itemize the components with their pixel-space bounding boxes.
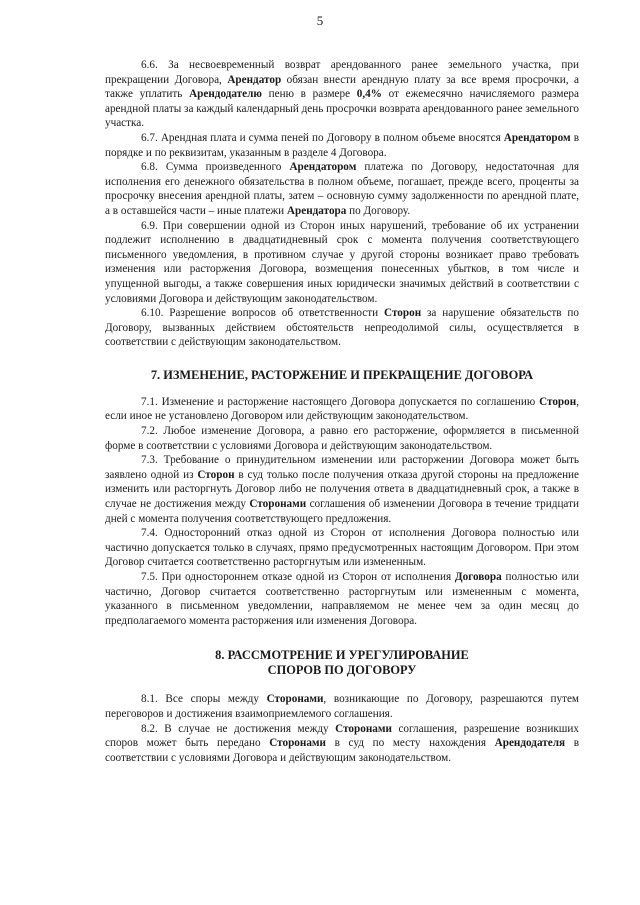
section-heading [105, 648, 579, 678]
clause-text: в порядке и по реквизитам, указанным в разделе 4 Договора. [105, 131, 579, 159]
clause-number: 8.2. [141, 722, 158, 735]
bold-term: Арендатора [286, 204, 347, 217]
clause-text: , если иное не установлено Договором или действующим законодательством. [105, 395, 579, 423]
clause-number: 7.1. [141, 395, 158, 408]
clause-text: За несвоевременный возврат арендованного ранее земельного участка, при прекращении Договора, [105, 59, 579, 86]
bold-term: 0,4% [356, 88, 382, 101]
clause-text: При одностороннем отказе одной из Сторон от исполнения [157, 571, 455, 583]
bold-term: Сторонами [269, 737, 326, 750]
clause-text: В случае не достижения между [157, 722, 336, 735]
bold-term: Сторон [539, 395, 577, 408]
clause-text: по Договору. [346, 204, 411, 217]
clause-number: 7.4. [141, 527, 158, 540]
clause-text: платежа по Договору, недостаточная для исполнения его денежного обязательства в полном объеме, погашает, прежде всего, проценты за просрочку внесения арендной платы, затем – основную сумму задолженности по арендной плате, а в оставшейся части – иные платежи [105, 161, 579, 217]
clause-text: При совершении одной из Сторон иных нарушений, требование об их устранении подлежит исполнению в двадцатидневный срок с момента получения соответствующего письменного уведомления, в противном случае у другой стороны возникает право требовать изменения или расторжения Договора, возмещения понесенных убытков, в том числе и упущенной выгоды, а также совершения иных юридически значимых действий в соответствии с условиями Договора и действующим законодательством. [105, 219, 579, 305]
clause-paragraph [105, 131, 579, 160]
clause-paragraph [105, 395, 579, 424]
clause-paragraph [105, 58, 579, 131]
bold-term: Арендатором [503, 131, 571, 144]
clause-number: 6.8. [141, 161, 158, 174]
clause-paragraph [105, 526, 579, 570]
clause-paragraph [105, 453, 579, 526]
clause-text: Разрешение вопросов об ответственности [163, 307, 385, 320]
clause-text: в соответствии с условиями Договора и действующим законодательством. [105, 737, 579, 764]
clause-number: 8.1. [141, 693, 158, 706]
section-heading-line: СПОРОВ ПО ДОГОВОРУ [267, 663, 417, 678]
clause-paragraph [105, 424, 579, 453]
clause-text: Сумма произведенного [157, 161, 290, 174]
clause-text: , возникающие по Договору, разрешаются путем переговоров и достижения взаимоприемлемого соглашения. [105, 693, 580, 720]
clause-number: 6.6. [141, 59, 158, 71]
clause-paragraph [105, 306, 579, 350]
clause-paragraph [105, 160, 579, 218]
section-heading-line: 7. ИЗМЕНЕНИЕ, РАСТОРЖЕНИЕ И ПРЕКРАЩЕНИЕ ДОГОВОРА [150, 367, 534, 382]
clause-number: 7.3. [141, 454, 158, 467]
bold-term: Договора [454, 571, 502, 583]
clause-text: соглашения, разрешение возникших споров может быть передано [105, 722, 579, 750]
clause-number: 7.5. [141, 571, 158, 583]
clause-text: обязан внести арендную плату за все время просрочки, а также уплатить [105, 73, 580, 101]
clause-number: 6.10. [141, 307, 164, 320]
clause-text: в суд по месту нахождения [326, 737, 495, 750]
bold-term: Арендатор [227, 73, 282, 86]
bold-term: Сторон [197, 468, 235, 481]
clause-text: Односторонний отказ одной из Сторон от исполнения Договора полностью или частично допускается только в случаях, прямо предусмотренных настоящим Договором. При этом Договор считается соответственно расторгнутым или измененным. [105, 527, 579, 569]
clause-text: пеню в размере [261, 88, 357, 101]
document-body [105, 58, 579, 765]
clause-text: Любое изменение Договора, а равно его расторжение, оформляется в письменной форме в соответствии с условиями Договора и действующим законодательством. [105, 425, 579, 452]
bold-term: Сторон [384, 307, 422, 320]
clause-text: за нарушение обязательств по Договору, вызванных действием обстоятельств непреодолимой силы, осуществляется в соответствии с действующим законодательством. [105, 307, 579, 349]
clause-text: от ежемесячно начисляемого размера арендной платы за каждый календарный день просрочки возврата арендованного ранее земельного участка. [105, 88, 579, 130]
clause-text: полностью или частично, Договор считается соответственно расторгнутым или измененным с момента, указанного в письменном уведомлении, направляемом не менее чем за один месяц до предполагаемого момента расторжения или изменения Договора. [105, 571, 579, 627]
section-heading [105, 368, 579, 383]
clause-text: Изменение и расторжение настоящего Договора допускается по соглашению [157, 395, 540, 408]
clause-number: 6.7. [141, 131, 158, 144]
clause-paragraph [105, 692, 579, 721]
clause-text: соглашения об изменении Договора в течение тридцати дней с момента получения соответствующего предложения. [105, 498, 579, 525]
clause-paragraph [105, 219, 579, 307]
clause-paragraph [105, 722, 579, 766]
clause-number: 7.2. [141, 425, 158, 438]
clause-text: Арендная плата и сумма пеней по Договору в полном объеме вносятся [157, 131, 504, 144]
page-number: 5 [316, 13, 324, 28]
clause-text: Требование о принудительном изменении или расторжении Договора может быть заявлено одной из [105, 454, 579, 481]
clause-number: 6.9. [141, 219, 158, 232]
clause-paragraph [105, 570, 579, 628]
bold-term: Арендодателю [189, 88, 262, 101]
clause-text: в суд только после получения отказа другой стороны на предложение изменить или расторгнуть Договор либо не получения ответа в двадцатидневный срок, а также в случае не достижения между [105, 468, 580, 511]
bold-term: Арендодателя [494, 737, 566, 750]
bold-term: Арендатором [289, 161, 357, 174]
clause-text: Все споры между [157, 693, 267, 706]
bold-term: Сторонами [249, 498, 307, 511]
section-heading-line: 8. РАССМОТРЕНИЕ И УРЕГУЛИРОВАНИЕ [215, 648, 469, 663]
bold-term: Сторонами [335, 722, 392, 735]
bold-term: Сторонами [266, 693, 324, 706]
